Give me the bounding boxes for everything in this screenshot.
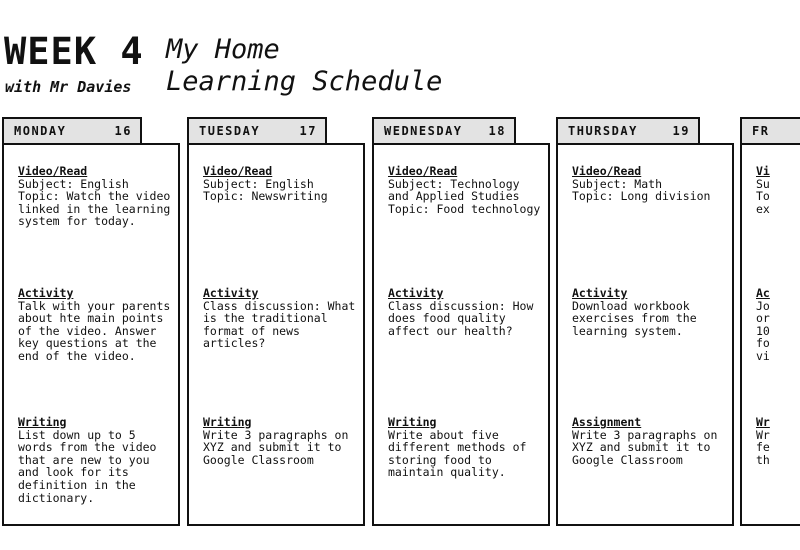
task-text: Class discussion: What is the traditional format of news articles? (203, 298, 356, 351)
day-card-friday (740, 143, 800, 526)
task-video-read (756, 165, 794, 215)
task-writing (388, 416, 542, 479)
task-heading: Activity (388, 286, 444, 300)
task-writing (203, 416, 357, 466)
day-column-thursday (556, 117, 734, 527)
task-assignment (572, 416, 726, 466)
day-column-monday (2, 117, 180, 527)
day-name: FR (752, 124, 770, 138)
task-heading: Vi (756, 164, 770, 178)
task-writing (18, 416, 172, 504)
task-text: Subject: English Topic: Watch the video linked in the learning system for today. (18, 176, 171, 229)
task-text: Class discussion: How does food quality affect our health? (388, 298, 534, 338)
task-heading: Video/Read (572, 164, 642, 178)
schedule-title-line-1: My Home (166, 34, 280, 65)
task-video-read (388, 165, 542, 215)
task-activity (388, 287, 542, 337)
task-text: Wr fe th (756, 427, 770, 467)
day-date: 17 (299, 124, 317, 138)
day-name: WEDNESDAY (384, 124, 463, 138)
day-date: 16 (114, 124, 132, 138)
task-video-read (572, 165, 726, 203)
task-heading: Video/Read (18, 164, 88, 178)
day-column-wednesday (372, 117, 550, 527)
task-heading: Writing (18, 415, 67, 429)
task-heading: Activity (572, 286, 628, 300)
task-heading: Writing (388, 415, 437, 429)
task-activity (756, 287, 794, 363)
task-heading: Activity (18, 286, 74, 300)
task-text: Subject: Math Topic: Long division (572, 176, 711, 204)
task-heading: Activity (203, 286, 259, 300)
day-card-thursday (556, 143, 734, 526)
task-text: Write 3 paragraphs on XYZ and submit it to Google Classroom (572, 427, 718, 467)
task-text: Download workbook exercises from the learning system. (572, 298, 697, 338)
day-tab-monday (2, 117, 142, 145)
task-text: Subject: Technology and Applied Studies Topic: Food technology (388, 176, 541, 216)
task-heading: Video/Read (203, 164, 273, 178)
day-date: 19 (672, 124, 690, 138)
task-heading: Ac (756, 286, 770, 300)
task-text: Write 3 paragraphs on XYZ and submit it to Google Classroom (203, 427, 349, 467)
day-name: THURSDAY (568, 124, 638, 138)
task-video-read (203, 165, 357, 203)
day-name: TUESDAY (199, 124, 261, 138)
task-activity (18, 287, 172, 363)
task-text: Subject: English Topic: Newswriting (203, 176, 328, 204)
task-text: Su To ex (756, 176, 770, 216)
task-text: Write about five different methods of storing food to maintain quality. (388, 427, 527, 480)
task-heading: Wr (756, 415, 770, 429)
task-heading: Writing (203, 415, 252, 429)
schedule-title (166, 34, 442, 98)
day-tab-wednesday (372, 117, 516, 145)
task-activity (203, 287, 357, 350)
schedule-title-line-2: Learning Schedule (166, 66, 443, 97)
task-text: Jo or 10 fo vi (756, 298, 770, 363)
task-heading: Assignment (572, 415, 642, 429)
week-title: WEEK 4 (4, 30, 144, 73)
day-name: MONDAY (14, 124, 67, 138)
day-tab-thursday (556, 117, 700, 145)
day-card-wednesday (372, 143, 550, 526)
task-writing (756, 416, 794, 466)
task-text: Talk with your parents about hte main points of the video. Answer key questions at the end of the video. (18, 298, 171, 363)
task-heading: Video/Read (388, 164, 458, 178)
day-date: 18 (488, 124, 506, 138)
task-video-read (18, 165, 172, 228)
teacher-line: with Mr Davies (5, 78, 132, 96)
day-column-tuesday (187, 117, 365, 527)
day-card-monday (2, 143, 180, 526)
day-card-tuesday (187, 143, 365, 526)
task-text: List down up to 5 words from the video that are new to you and look for its definition in the dictionary. (18, 427, 157, 505)
day-tab-tuesday (187, 117, 327, 145)
day-column-friday (740, 117, 768, 527)
day-tab-friday (740, 117, 800, 145)
task-activity (572, 287, 726, 337)
